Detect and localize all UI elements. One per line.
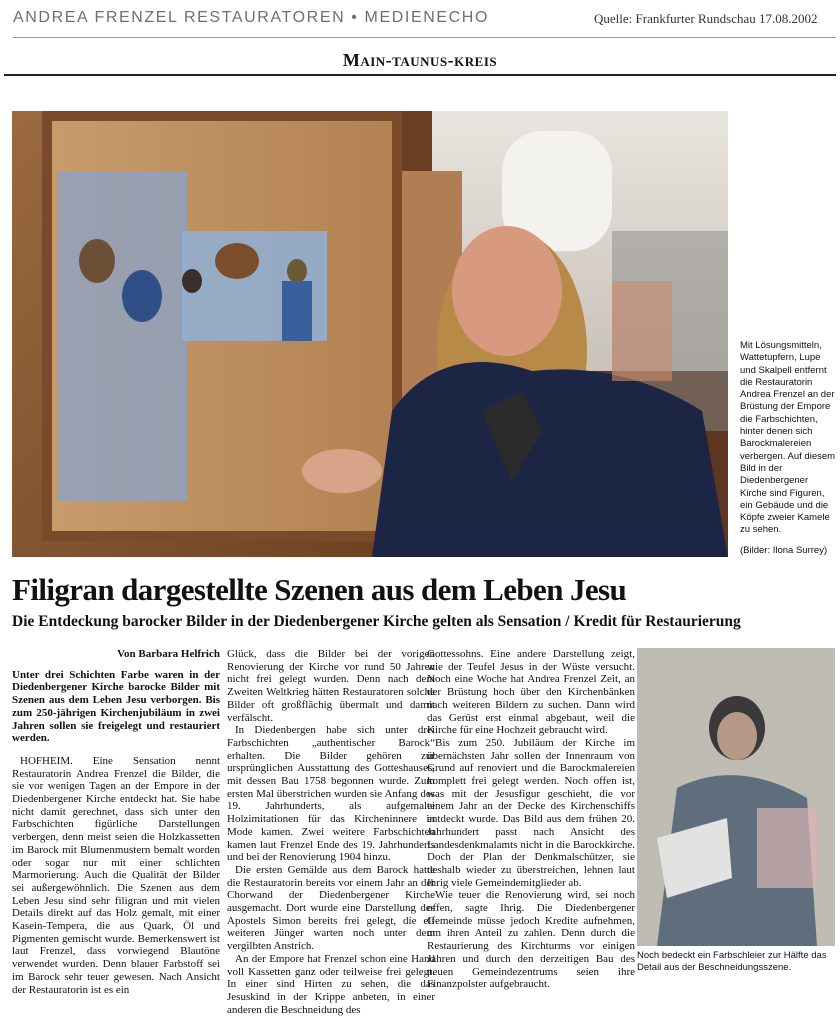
- article-paragraph: An der Empore hat Frenzel schon eine Hand voll Kassetten ganz oder teilweise frei gelegt. In einer sind Hirten zu sehen, die das Jesuskind in der Krippe anbeten, in einer anderen die Beschneidung des: [227, 952, 435, 1016]
- headline: Filigran dargestellte Szenen aus dem Leben Jesu: [12, 572, 627, 607]
- detail-photo: [637, 648, 835, 946]
- article-paragraph: Glück, dass die Bilder bei der vorigen Renovierung der Kirche vor rund 50 Jahren nicht frei gelegt wurden. Denn nach dem Zweiten Weltkrieg hätten Restauratoren solche Bilder oft großflächig übermalt und damit verfälscht.: [227, 648, 435, 724]
- article-paragraph: Gottessohns. Eine andere Darstellung zeigt, wie der Teufel Jesus in der Wüste versucht. Noch eine Woche hat Andrea Frenzel Zeit, an der Brüstung hoch über den Kirchenbänken nach weiteren Bildern zu suchen. Dann wird das Gerüst erst einmal abgebaut, weil die Kirche für eine Hochzeit gebraucht wird.: [427, 648, 635, 737]
- section-title: Main-taunus-kreis: [342, 50, 498, 70]
- article-paragraph: HOFHEIM. Eine Sensation nennt Restauratorin Andrea Frenzel die Bilder, die sie vor wenigen Tagen an der Empore in der Diedenbergener Kirche entdeckt hat. Sie habe nicht damit gerechnet, dass sich unter den Farbschichten figürliche Darstellungen verbergen, denn meist seien die Holzkassetten im Barock mit Blumenmustern bemalt worden oder sogar nur mit einer schlichten Marmorierung. Auch die Qualität der Bilder sei außergewöhnlich. Die Szenen aus dem Leben Jesu sind sehr filigran und mit vielen Details direkt auf das Holz gemalt, mit einer Kasein-Tempera, die aus Quark, Öl und Pigmenten gemischt wurde. Bemerkenswert ist laut Frenzel, dass vorwiegend Blautöne verwendet wurden. Denn blauer Farbstoff sei im Barock sehr teuer gewesen. Nach Ansicht der Restauratorin ist es ein: [12, 754, 220, 996]
- article-paragraph: Bis zum 250. Jubiläum der Kirche im übernächsten Jahr sollen der Innenraum von Grund auf renoviert und die Barockmalereien komplett frei gelegt werden. Noch offen ist, was mit der Jesusfigur geschieht, die vor einem Jahr an der Decke des Kirchenschiffs entdeckt wurde. Das Bild aus dem frühen 20. Jahrhundert passt nach Ansicht des Landesdenkmalamts nicht in die Barockkirche. Doch der Plan der Denkmalschützer, sie deshalb wieder zu überstreichen, lehnen laut Ihrig viele Gemeindemitglieder ab.: [427, 736, 635, 889]
- header-rule: [13, 37, 836, 38]
- photo-credit: (Bilder: Ilona Surrey): [740, 545, 828, 556]
- article-column-2: [227, 648, 435, 1016]
- main-photo: [12, 111, 728, 557]
- article-column-3: [427, 648, 635, 991]
- article-lead: Unter drei Schichten Farbe waren in der Diedenbergener Kirche barocke Bilder mit Szenen aus dem Leben Jesu verborgen. Bis zum 250-jährigen Kirchenjubiläum in zwei Jahren sollen sie freigelegt und restauriert werden.: [12, 668, 220, 745]
- article-column-1: [12, 648, 220, 996]
- article-paragraph: In Diedenbergen habe sich unter drei Farbschichten „authentischer Barock“ erhalten. Die Bilder gehören zur ursprünglichen Ausstattung des Gotteshauses, mit dessen Bau 1758 begonnen wurde. Zum ersten Mal überstrichen wurden sie Anfang des 19. Jahrhunderts, als aufgemalte Holzimitationen für das Kircheninnere in Mode kamen. Zwei weitere Farbschichten kamen laut Frenzel Ende des 19. Jahrhunderts und bei der Renovierung 1904 hinzu.: [227, 724, 435, 864]
- header-publisher: ANDREA FRENZEL RESTAURATOREN • MEDIENECHO: [13, 9, 489, 26]
- section-rule: [4, 74, 836, 76]
- article-paragraph: Die ersten Gemälde aus dem Barock hatte die Restauratorin bereits vor einem Jahr an der Chorwand der Diedenbergener Kirche ausgemacht. Dort wurde eine Darstellung des Apostels Simon bereits frei gelegt, die elf weiteren Jünger warten noch unter dem vergilbten Anstrich.: [227, 863, 435, 953]
- header-source: Quelle: Frankfurter Rundschau 17.08.2002: [594, 11, 818, 26]
- article-paragraph: Wie teuer die Renovierung wird, sei noch offen, sagte Ihrig. Die Diedenbergener Gemeinde müsse jedoch Kredite aufnehmen, um ihren Anteil zu zahlen. Denn durch die Restaurierung des Kirchturms vor einigen Jahren und durch den derzeitigen Bau des neuen Gemeindezentrums seien ihre Finanzpolster aufgebraucht.: [427, 889, 635, 991]
- detail-photo-caption: Noch bedeckt ein Farbschleier zur Hälfte das Detail aus der Beschneidungsszene.: [637, 950, 827, 973]
- photo-caption: Mit Lösungsmitteln, Wattetupfern, Lupe und Skalpell entfernt die Restauratorin Andrea Frenzel an der Brüstung der Empore die Farbschichten, hinter denen sich Barockmalereien verbergen. Auf diesem Bild in der Diedenbergener Kirche sind Figuren, ein Gebäude und die Köpfe zweier Kamele zu sehen.: [740, 340, 836, 536]
- byline: Von Barbara Helfrich: [117, 648, 220, 660]
- subheadline: Die Entdeckung barocker Bilder in der Diedenbergener Kirche gelten als Sensation / Kredit für Restaurierung: [12, 613, 741, 630]
